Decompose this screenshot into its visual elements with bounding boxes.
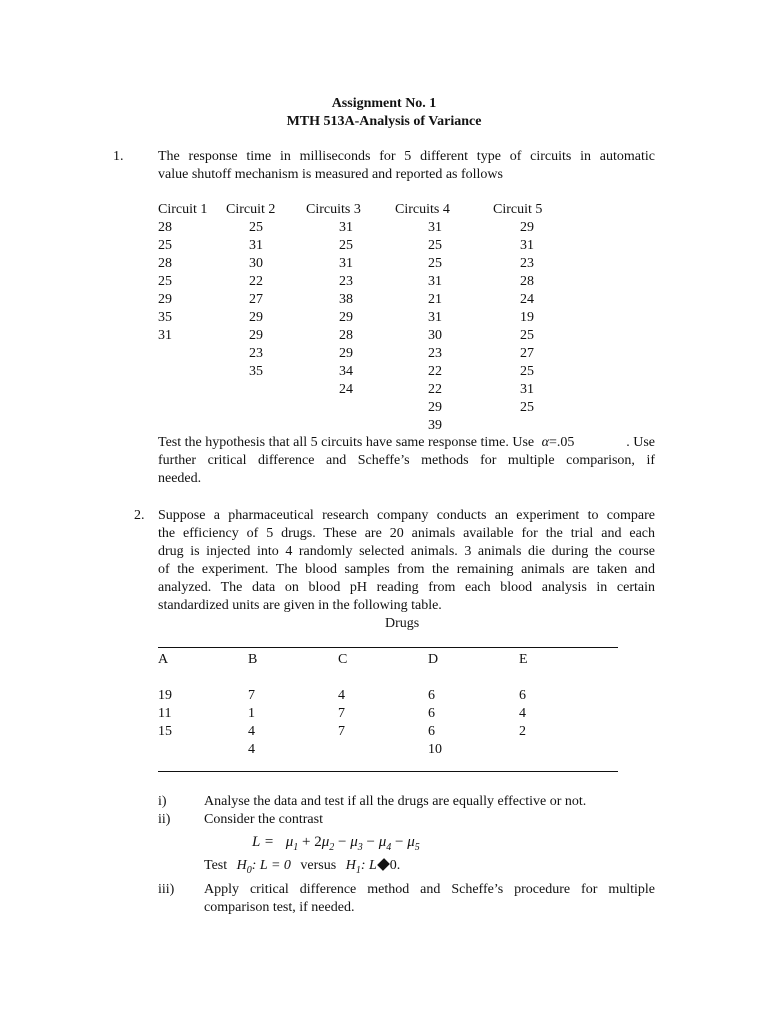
q1-header-4: Circuits 4 <box>395 202 450 217</box>
q1-number: 1. <box>113 149 124 164</box>
table-bottom-rule <box>158 771 618 772</box>
q2-cell: 6 <box>428 688 435 703</box>
item-ii-label: ii) <box>158 812 171 827</box>
q2-para-line1: Suppose a pharmaceutical research company conducts an experiment to compare <box>158 508 655 523</box>
q2-cell: 7 <box>338 706 345 721</box>
q1-cell: 24 <box>520 292 534 307</box>
q1-cell: 25 <box>158 238 172 253</box>
drug-header-c: C <box>338 652 348 667</box>
q1-cell: 29 <box>339 310 353 325</box>
mu-4: $\mu_4$ <box>378 834 392 853</box>
q1-cell: 25 <box>520 328 534 343</box>
q2-para-line5: analyzed. The data on blood pH reading from each blood analysis in certain <box>158 580 655 595</box>
hypothesis-line <box>204 857 400 875</box>
q1-header-2: Circuit 2 <box>226 202 276 217</box>
q2-para-line3: drug is injected into 4 randomly selected animals. 3 animals die during the course <box>158 544 655 559</box>
q1-cell: 30 <box>249 256 263 271</box>
q2-cell: 15 <box>158 724 172 739</box>
q1-cell: 30 <box>428 328 442 343</box>
contrast-lhs: L = <box>252 834 274 850</box>
q2-para-line4: of the experiment. The blood samples from the remaining animals are taken and <box>158 562 655 577</box>
q1-cell: 25 <box>158 274 172 289</box>
q1-cell: 31 <box>428 274 442 289</box>
h1-tail: 0. <box>389 858 401 873</box>
q2-cell: 19 <box>158 688 172 703</box>
q2-para-line6: standardized units are given in the following table. <box>158 598 442 613</box>
q1-cell: 25 <box>428 256 442 271</box>
q1-cell: 22 <box>249 274 263 289</box>
item-iii-label: iii) <box>158 882 175 897</box>
q1-cell: 31 <box>428 220 442 235</box>
item-iii-line2: comparison test, if needed. <box>204 900 355 915</box>
q2-cell: 4 <box>338 688 345 703</box>
q2-cell: 7 <box>338 724 345 739</box>
q1-cell: 28 <box>520 274 534 289</box>
q1-cell: 24 <box>339 382 353 397</box>
contrast-formula <box>252 833 420 851</box>
q1-test-line3: needed. <box>158 471 202 486</box>
q1-cell: 35 <box>158 310 172 325</box>
h1-rest: : L <box>360 858 377 873</box>
q1-cell: 29 <box>158 292 172 307</box>
q1-cell: 31 <box>520 382 534 397</box>
q2-cell: 6 <box>428 724 435 739</box>
item-i-label: i) <box>158 794 167 809</box>
q1-cell: 22 <box>428 364 442 379</box>
q2-cell: 2 <box>519 724 526 739</box>
q1-cell: 23 <box>520 256 534 271</box>
h0-rest: : L = 0 <box>251 858 291 873</box>
q1-cell: 31 <box>428 310 442 325</box>
versus-word: versus <box>300 858 337 873</box>
q1-cell: 25 <box>339 238 353 253</box>
q1-header-1: Circuit 1 <box>158 202 208 217</box>
q1-cell: 29 <box>339 346 353 361</box>
test-word: Test <box>204 858 228 873</box>
assignment-title: Assignment No. 1 <box>331 96 437 111</box>
q1-cell: 31 <box>520 238 534 253</box>
q1-cell: 25 <box>520 364 534 379</box>
item-iii-text: Apply critical difference method and Scheffe’s procedure for multiple <box>204 882 655 897</box>
q1-test-line1 <box>158 434 655 452</box>
q1-header-5: Circuit 5 <box>493 202 543 217</box>
q1-cell: 28 <box>158 220 172 235</box>
alpha-value: =.05 <box>549 435 575 450</box>
op-minus-1: − <box>337 834 347 850</box>
q2-cell: 10 <box>428 742 442 757</box>
drug-header-a: A <box>158 652 169 667</box>
mu-3: $\mu_3$ <box>350 834 363 853</box>
mu-1: $\mu_1$ <box>285 834 299 853</box>
table-top-rule <box>158 647 618 648</box>
q1-cell: 31 <box>339 256 353 271</box>
q1-intro-line2: value shutoff mechanism is measured and reported as follows <box>158 167 503 182</box>
q1-cell: 23 <box>339 274 353 289</box>
q1-cell: 35 <box>249 364 263 379</box>
q2-cell: 4 <box>519 706 526 721</box>
q1-test-text-a: Test the hypothesis that all 5 circuits have same response time. Use <box>158 435 535 450</box>
q1-cell: 29 <box>428 400 442 415</box>
q1-cell: 29 <box>520 220 534 235</box>
q1-cell: 28 <box>158 256 172 271</box>
q1-cell: 27 <box>520 346 534 361</box>
q1-cell: 27 <box>249 292 263 307</box>
q1-cell: 29 <box>249 328 263 343</box>
q2-number: 2. <box>134 508 145 523</box>
q1-cell: 23 <box>428 346 442 361</box>
q2-cell: 11 <box>158 706 172 721</box>
h0-symbol: $H_0$ <box>236 858 252 876</box>
drug-header-d: D <box>428 652 439 667</box>
h1-symbol: $H_1$ <box>345 858 361 876</box>
q1-header-3: Circuits 3 <box>306 202 361 217</box>
q1-cell: 29 <box>249 310 263 325</box>
coef-two: 2 <box>314 834 322 850</box>
q1-cell: 25 <box>428 238 442 253</box>
q1-cell: 34 <box>339 364 353 379</box>
q1-cell: 25 <box>520 400 534 415</box>
alpha-symbol: α <box>541 435 550 450</box>
mu-2: $\mu_2$ <box>321 834 335 853</box>
q2-cell: 6 <box>428 706 435 721</box>
q2-cell: 4 <box>248 742 255 757</box>
not-equal-glyph <box>377 858 390 871</box>
q1-cell: 31 <box>249 238 263 253</box>
q1-cell: 28 <box>339 328 353 343</box>
q1-cell: 22 <box>428 382 442 397</box>
q1-test-text-b: . Use <box>626 435 655 450</box>
q1-cell: 31 <box>158 328 172 343</box>
op-plus: + <box>301 834 311 850</box>
q1-cell: 19 <box>520 310 534 325</box>
drug-header-b: B <box>248 652 258 667</box>
item-ii-text: Consider the contrast <box>204 812 323 827</box>
q2-cell: 1 <box>248 706 255 721</box>
drugs-caption: Drugs <box>385 616 420 631</box>
mu-5: $\mu_5$ <box>407 834 420 853</box>
q1-cell: 39 <box>428 418 442 433</box>
op-minus-2: − <box>366 834 375 850</box>
q1-cell: 21 <box>428 292 442 307</box>
q1-cell: 31 <box>339 220 353 235</box>
q1-cell: 25 <box>249 220 263 235</box>
q2-cell: 4 <box>248 724 255 739</box>
item-i-text: Analyse the data and test if all the drugs are equally effective or not. <box>204 794 587 809</box>
q1-cell: 23 <box>249 346 263 361</box>
q1-test-line2: further critical difference and Scheffe’s methods for multiple comparison, if <box>158 453 655 468</box>
q2-para-line2: the efficiency of 5 drugs. These are 20 animals available for the trial and each <box>158 526 655 541</box>
drug-header-e: E <box>519 652 528 667</box>
q1-intro-line1: The response time in milliseconds for 5 different type of circuits in automatic <box>158 149 655 164</box>
q2-cell: 6 <box>519 688 526 703</box>
q1-cell: 38 <box>339 292 353 307</box>
op-minus-3: − <box>394 834 404 850</box>
q2-cell: 7 <box>248 688 255 703</box>
course-subtitle: MTH 513A-Analysis of Variance <box>286 114 482 129</box>
